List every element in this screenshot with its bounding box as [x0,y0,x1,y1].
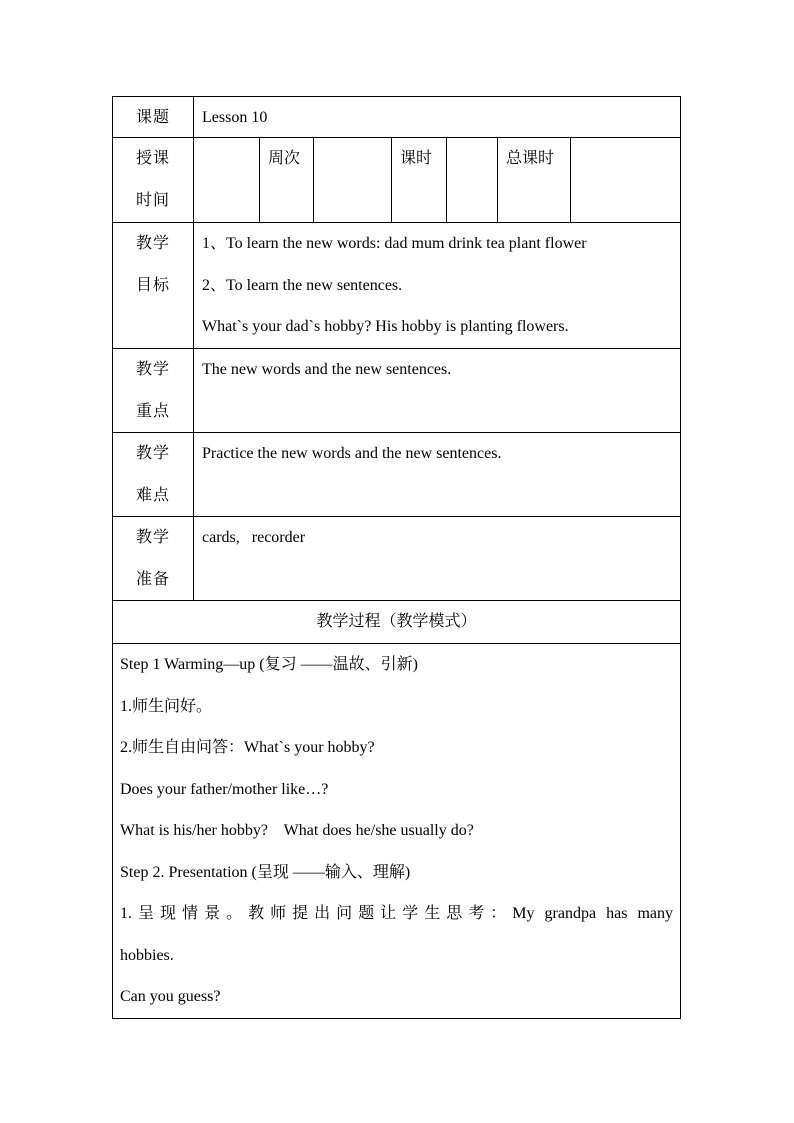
objectives-row [112,223,681,349]
process-content [113,644,680,1018]
process-line: Can you guess? [120,988,221,1005]
key-points-label [113,349,194,432]
difficulties-row [112,433,681,517]
key-points-label-line: 教学 [135,361,170,378]
process-line: 1.呈现情景。教师提出问题让学生思考：My grandpa has many [120,905,673,922]
preparation-label [113,517,194,600]
process-line: Does your father/mother like…? [120,780,329,798]
topic-value: Lesson 10 [202,109,268,126]
preparation-label-line: 准备 [135,570,170,588]
topic-label: 课题 [113,97,194,137]
key-points-row [112,349,681,433]
preparation-label-line: 教学 [135,529,170,546]
key-points-content [194,349,680,432]
process-header-row [112,601,681,644]
week-value-cell [314,138,392,222]
objective-line: What`s your dad`s hobby? His hobby is planting flowers. [202,318,569,335]
key-points-text: The new words and the new sentences. [202,361,452,378]
period-value-cell [447,138,498,222]
key-points-label-line: 重点 [135,402,170,420]
schedule-label-line: 时间 [135,191,170,209]
process-line: Step 1 Warming—up (复习 ——温故、引新) [120,656,418,673]
difficulties-text: Practice the new words and the new sentences. [202,445,502,462]
objectives-label-line: 目标 [135,276,170,294]
process-line: 2.师生自由问答：What`s your hobby? [120,739,375,756]
preparation-content [194,517,680,600]
preparation-row [112,517,681,601]
objectives-label [113,223,194,348]
preparation-text: cards, recorder [202,529,306,546]
total-periods-value-cell [571,138,680,222]
week-label: 周次 [260,138,314,222]
objectives-label-line: 教学 [135,235,170,252]
process-body-row [112,644,681,1019]
difficulties-content [194,433,680,516]
objective-line: 2、To learn the new sentences. [202,276,403,294]
total-periods-label: 总课时 [498,138,571,222]
process-line: Step 2. Presentation (呈现 ——输入、理解) [120,863,411,881]
process-line: 1.师生问好。 [120,697,213,715]
schedule-row [112,138,681,223]
difficulties-label-line: 难点 [135,486,170,504]
difficulties-label [113,433,194,516]
topic-row [112,96,681,138]
process-title: 教学过程（教学模式） [316,613,477,630]
process-line: hobbies. [120,946,174,964]
process-line: What is his/her hobby? What does he/she usually do? [120,822,474,839]
date-value-cell [194,138,260,222]
period-label: 课时 [392,138,447,222]
schedule-label-line: 授课 [135,150,170,167]
objectives-content [194,223,680,348]
schedule-label [113,138,194,222]
lesson-plan-table [112,96,681,1019]
difficulties-label-line: 教学 [135,445,170,462]
objective-line: 1、To learn the new words: dad mum drink tea plant flower [202,235,587,252]
